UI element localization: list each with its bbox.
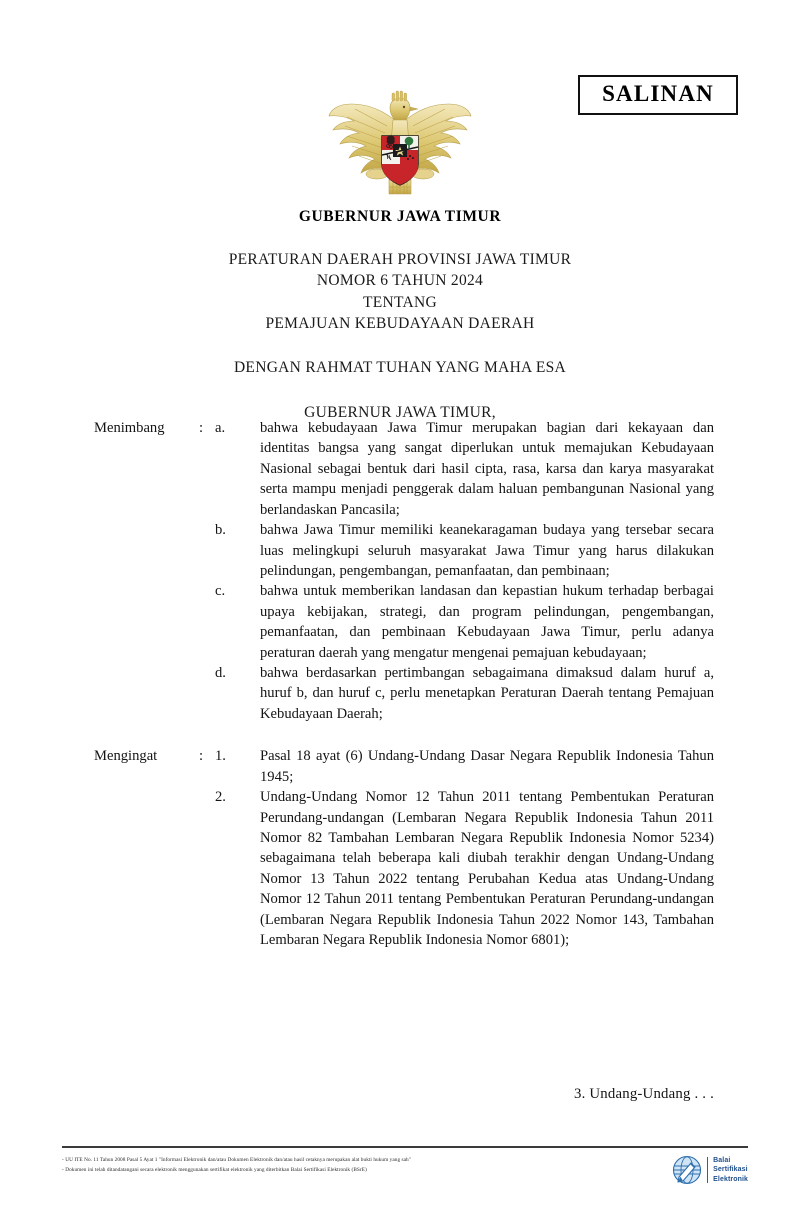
bsre-logo-text — [713, 1156, 748, 1184]
bsre-globe-pen-icon — [672, 1155, 702, 1185]
bsre-text-line-2: Sertifikasi — [713, 1166, 748, 1174]
clause-row — [94, 787, 714, 950]
recalling-marker-2: 2. — [215, 789, 226, 806]
bsre-text-line-3: Elektronik — [713, 1175, 748, 1183]
considering-label: Menimbang — [94, 420, 165, 436]
bsre-logo-divider — [707, 1157, 708, 1183]
salinan-stamp-label: SALINAN — [602, 81, 714, 106]
bsre-text-line-1: Balai — [713, 1157, 731, 1165]
document-body — [94, 418, 714, 965]
considering-marker-a: a. — [215, 420, 226, 436]
clause-row — [94, 663, 714, 724]
footer-legal-notes — [62, 1153, 660, 1176]
blessing-line: DENGAN RAHMAT TUHAN YANG MAHA ESA — [233, 358, 567, 376]
clause-row — [94, 746, 714, 787]
considering-text-b: bahwa Jawa Timur memiliki keanekaragaman budaya yang tersebar secara luas melingkupi seluruh masyarakat Jawa Timur yang harus dilakukan pelindungan, pengembangan, pemanfaatan, dan pembinaan; — [260, 522, 714, 579]
bsre-logo — [672, 1153, 748, 1185]
clause-row — [94, 418, 714, 520]
document-header — [0, 208, 800, 422]
footer-content — [62, 1153, 748, 1185]
considering-marker-d: d. — [215, 665, 226, 682]
considering-colon: : — [199, 420, 204, 436]
signatory-line: GUBERNUR JAWA TIMUR, — [304, 403, 496, 421]
considering-text-c: bahwa untuk memberikan landasan dan kepastian hukum terhadap berbagai upaya kebijakan, strategi, dan program pelindungan, pengembangan, pemanfaatan, dan pembinaan Kebudayaan Jawa Timur, perlu adanya peraturan daerah yang mengatur mengenai pemajuan kebudayaan; — [260, 583, 714, 661]
office-title: GUBERNUR JAWA TIMUR — [298, 208, 502, 225]
regulation-subject: PEMAJUAN KEBUDAYAAN DAERAH — [265, 315, 535, 333]
regulation-about-label: TENTANG — [362, 293, 438, 311]
regulation-number: NOMOR 6 TAHUN 2024 — [316, 272, 484, 290]
recalling-section — [94, 746, 714, 950]
page-catchword: 3. Undang-Undang . . . — [573, 1086, 714, 1102]
recalling-colon: : — [199, 748, 204, 765]
footer-note-ite-law: - UU ITE No. 11 Tahun 2008 Pasal 5 Ayat 1 "Informasi Elektronik dan/atau Dokumen Elektronik dan/atau hasil cetaknya merupakan alat bukti hukum yang sah" — [62, 1157, 411, 1163]
document-footer — [62, 1146, 748, 1185]
footer-note-esignature: - Dokumen ini telah ditandatangani secara elektronik menggunakan sertifikat elektronik yang diterbitkan Balai Sertifikasi Elektronik (BSrE) — [62, 1166, 367, 1173]
regulation-title-line-1: PERATURAN DAERAH PROVINSI JAWA TIMUR — [228, 251, 572, 268]
considering-marker-c: c. — [215, 583, 226, 600]
garuda-pancasila-emblem — [325, 88, 475, 206]
recalling-label: Mengingat — [94, 748, 158, 765]
recalling-marker-1: 1. — [215, 748, 226, 765]
considering-marker-b: b. — [215, 522, 226, 539]
footer-divider — [62, 1146, 748, 1148]
considering-text-a: bahwa kebudayaan Jawa Timur merupakan bagian dari kekayaan dan identitas bangsa yang sangat diperlukan untuk memajukan Kebudayaan Nasional sebagai bentuk dari hasil cipta, rasa, karsa dan karya masyarakat serta mampu menjadi penggerak dalam haluan pembangunan Nasional yang berlandaskan Pancasila; — [260, 420, 714, 518]
clause-row — [94, 520, 714, 581]
considering-text-d: bahwa berdasarkan pertimbangan sebagaimana dimaksud dalam huruf a, huruf b, dan huruf c, perlu menetapkan Peraturan Daerah tentang Pemajuan Kebudayaan Daerah; — [260, 665, 714, 722]
clause-row — [94, 581, 714, 663]
recalling-text-1: Pasal 18 ayat (6) Undang-Undang Dasar Negara Republik Indonesia Tahun 1945; — [260, 748, 714, 785]
recalling-text-2: Undang-Undang Nomor 12 Tahun 2011 tentang Pembentukan Peraturan Perundang-undangan (Lembaran Negara Republik Indonesia Tahun 2011 Nomor 82 Tambahan Lembaran Negara Republik Indonesia Nomor 5234) sebagaimana telah beberapa kali diubah terakhir dengan Undang-Undang Nomor 13 Tahun 2022 tentang Perubahan Kedua atas Undang-Undang Nomor 12 Tahun 2011 tentang Pembentukan Peraturan Perundang-undangan (Lembaran Negara Republik Indonesia Tahun 2022 Nomor 143, Tambahan Lembaran Negara Republik Indonesia Nomor 6801); — [260, 789, 714, 949]
emblem-container — [0, 88, 800, 206]
considering-section — [94, 418, 714, 724]
